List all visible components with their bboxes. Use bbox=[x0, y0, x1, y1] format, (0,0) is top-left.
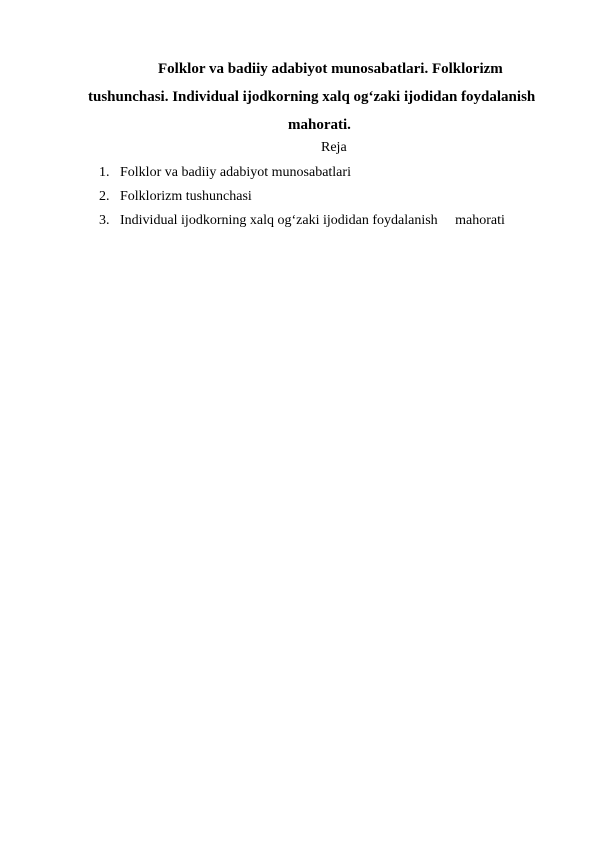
plan-item-number: 2. bbox=[99, 189, 110, 204]
plan-item-number: 3. bbox=[99, 213, 110, 228]
title-line-3: mahorati. bbox=[288, 117, 351, 133]
plan-heading: Reja bbox=[321, 140, 347, 155]
plan-item-number: 1. bbox=[99, 165, 110, 180]
plan-item-text: Folklorizm tushunchasi bbox=[120, 189, 252, 204]
plan-item-text: Individual ijodkorning xalq og‘zaki ijodidan foydalanish mahorati bbox=[120, 213, 505, 228]
title-line-2: tushunchasi. Individual ijodkorning xalq og‘zaki ijodidan foydalanish bbox=[88, 89, 536, 105]
title-line-1: Folklor va badiiy adabiyot munosabatlari. Folklorizm bbox=[158, 61, 503, 77]
plan-item-text: Folklor va badiiy adabiyot munosabatlari bbox=[120, 165, 351, 180]
